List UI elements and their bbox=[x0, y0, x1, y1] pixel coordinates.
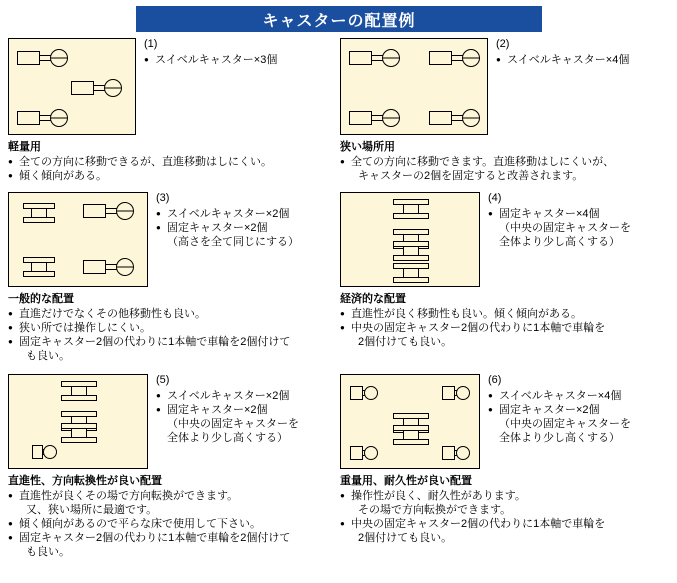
panel-5-notes bbox=[8, 489, 328, 559]
panel-5-note: ● 傾く傾向があるので平らな床で使用して下さい。 bbox=[8, 517, 328, 531]
panel-5-spec: ● 固定キャスター×2個 bbox=[156, 403, 299, 417]
panel-6-note: ● 中央の固定キャスター2個の代わりに1本軸で車輪を bbox=[340, 517, 670, 531]
panel-6-note: 2個付けても良い。 bbox=[358, 532, 453, 544]
panel-5-note: も良い。 bbox=[26, 546, 70, 558]
panel-1-number: (1) bbox=[144, 38, 158, 50]
panel-5-spec: （中央の固定キャスターを bbox=[167, 418, 299, 430]
panel-3-note: ● 固定キャスター2個の代わりに1本軸で車輪を2個付けて bbox=[8, 335, 328, 349]
panel-3-notes bbox=[8, 307, 328, 363]
panel-5-label: 直進性、方向転換性が良い配置 bbox=[8, 475, 162, 487]
panel-1 bbox=[8, 38, 328, 188]
caster-swivel-icon bbox=[429, 47, 481, 69]
caster-swivel-icon bbox=[349, 441, 379, 465]
panel-4-spec: 全体より少し高くする） bbox=[499, 236, 620, 248]
panel-4-notes bbox=[340, 307, 670, 349]
panel-4-diagram bbox=[340, 192, 480, 287]
panel-6-note: その場で方向転換ができます。 bbox=[358, 504, 512, 516]
panel-1-spec: ● スイベルキャスター×3個 bbox=[144, 53, 277, 67]
panel-4-spec: ● 固定キャスター×4個 bbox=[488, 207, 631, 221]
panel-3-spec: ● 固定キャスター×2個 bbox=[156, 221, 299, 235]
panel-2-note: ● 全ての方向に移動できます。直進移動はしにくいが、 bbox=[340, 155, 670, 169]
caster-fixed-icon bbox=[389, 261, 433, 285]
panel-4-specs bbox=[488, 207, 631, 249]
panel-2-note: キャスターの2個を固定すると改善されます。 bbox=[358, 170, 584, 182]
caster-fixed-icon bbox=[389, 239, 433, 263]
caster-fixed-icon bbox=[19, 255, 59, 279]
panel-3-diagram bbox=[8, 192, 148, 287]
panel-1-label: 軽量用 bbox=[8, 141, 41, 153]
caster-swivel-icon bbox=[17, 107, 69, 129]
panel-2-number: (2) bbox=[496, 38, 510, 50]
caster-swivel-icon bbox=[441, 441, 471, 465]
caster-swivel-icon bbox=[31, 439, 57, 465]
caster-swivel-icon bbox=[441, 381, 471, 405]
panel-2 bbox=[340, 38, 670, 188]
panel-4-spec: （中央の固定キャスターを bbox=[499, 222, 631, 234]
panel-5-spec: 全体より少し高くする） bbox=[167, 432, 288, 444]
panel-5-specs bbox=[156, 389, 299, 445]
panel-5-number: (5) bbox=[156, 374, 170, 386]
panel-5-note: ● 固定キャスター2個の代わりに1本軸で車輪を2個付けて bbox=[8, 531, 328, 545]
page-title: キャスターの配置例 bbox=[262, 12, 416, 30]
panel-3-note: も良い。 bbox=[26, 350, 70, 362]
panel-5-note: ● 直進性が良くその場で方向転換ができます。 bbox=[8, 489, 328, 503]
caster-swivel-icon bbox=[349, 107, 401, 129]
caster-swivel-icon bbox=[349, 381, 379, 405]
caster-swivel-icon bbox=[17, 47, 69, 69]
caster-fixed-icon bbox=[19, 201, 59, 225]
panel-2-diagram bbox=[340, 38, 488, 135]
panel-6-note: ● 操作性が良く、耐久性があります。 bbox=[340, 489, 670, 503]
panel-4-note: ● 中央の固定キャスター2個の代わりに1本軸で車輪を bbox=[340, 321, 670, 335]
panel-5-spec: ● スイベルキャスター×2個 bbox=[156, 389, 299, 403]
panel-6-diagram bbox=[340, 374, 480, 469]
panel-3-note: ● 直進だけでなくその他移動性も良い。 bbox=[8, 307, 328, 321]
panel-4-label: 経済的な配置 bbox=[340, 293, 406, 305]
caster-swivel-icon bbox=[83, 199, 135, 223]
panel-4-number: (4) bbox=[488, 192, 502, 204]
caster-swivel-icon bbox=[83, 255, 135, 279]
panel-1-specs bbox=[144, 53, 277, 67]
panel-3-spec: （高さを全て同じにする） bbox=[167, 236, 299, 248]
panel-3-specs bbox=[156, 207, 299, 249]
caster-fixed-icon bbox=[57, 379, 101, 403]
caster-swivel-icon bbox=[71, 77, 123, 99]
panel-6-spec: ● スイベルキャスター×4個 bbox=[488, 389, 631, 403]
caster-swivel-icon bbox=[349, 47, 401, 69]
panel-6-spec: （中央の固定キャスターを bbox=[499, 418, 631, 430]
panel-1-diagram bbox=[8, 38, 136, 135]
panel-3-note: ● 狭い所では操作しにくい。 bbox=[8, 321, 328, 335]
panel-3-label: 一般的な配置 bbox=[8, 293, 74, 305]
panel-5-note: 又、狭い場所に最適です。 bbox=[26, 504, 158, 516]
caster-swivel-icon bbox=[429, 107, 481, 129]
panel-6-label: 重量用、耐久性が良い配置 bbox=[340, 475, 472, 487]
panel-2-label: 狭い場所用 bbox=[340, 141, 395, 153]
panel-4-note: 2個付けても良い。 bbox=[358, 336, 453, 348]
panel-3-number: (3) bbox=[156, 192, 170, 204]
panel-1-notes bbox=[8, 155, 328, 183]
panel-6-number: (6) bbox=[488, 374, 502, 386]
caster-fixed-icon bbox=[57, 421, 101, 445]
panel-4-note: ● 直進性が良く移動性も良い。傾く傾向がある。 bbox=[340, 307, 670, 321]
caster-fixed-icon bbox=[389, 423, 433, 447]
panel-6 bbox=[340, 374, 670, 579]
panel-6-specs bbox=[488, 389, 631, 445]
panel-2-spec: ● スイベルキャスター×4個 bbox=[496, 53, 629, 67]
panel-1-note: ● 傾く傾向がある。 bbox=[8, 169, 328, 183]
caster-fixed-icon bbox=[389, 197, 433, 221]
panel-4 bbox=[340, 192, 670, 367]
panel-6-spec: 全体より少し高くする） bbox=[499, 432, 620, 444]
panel-5 bbox=[8, 374, 328, 579]
panel-3-spec: ● スイベルキャスター×2個 bbox=[156, 207, 299, 221]
panel-3 bbox=[8, 192, 328, 367]
page-title-bar bbox=[136, 6, 542, 32]
panel-6-spec: ● 固定キャスター×2個 bbox=[488, 403, 631, 417]
panel-2-specs bbox=[496, 53, 629, 67]
panel-5-diagram bbox=[8, 374, 148, 469]
panel-2-notes bbox=[340, 155, 670, 183]
panel-6-notes bbox=[340, 489, 670, 545]
panel-1-note: ● 全ての方向に移動できるが、直進移動はしにくい。 bbox=[8, 155, 328, 169]
